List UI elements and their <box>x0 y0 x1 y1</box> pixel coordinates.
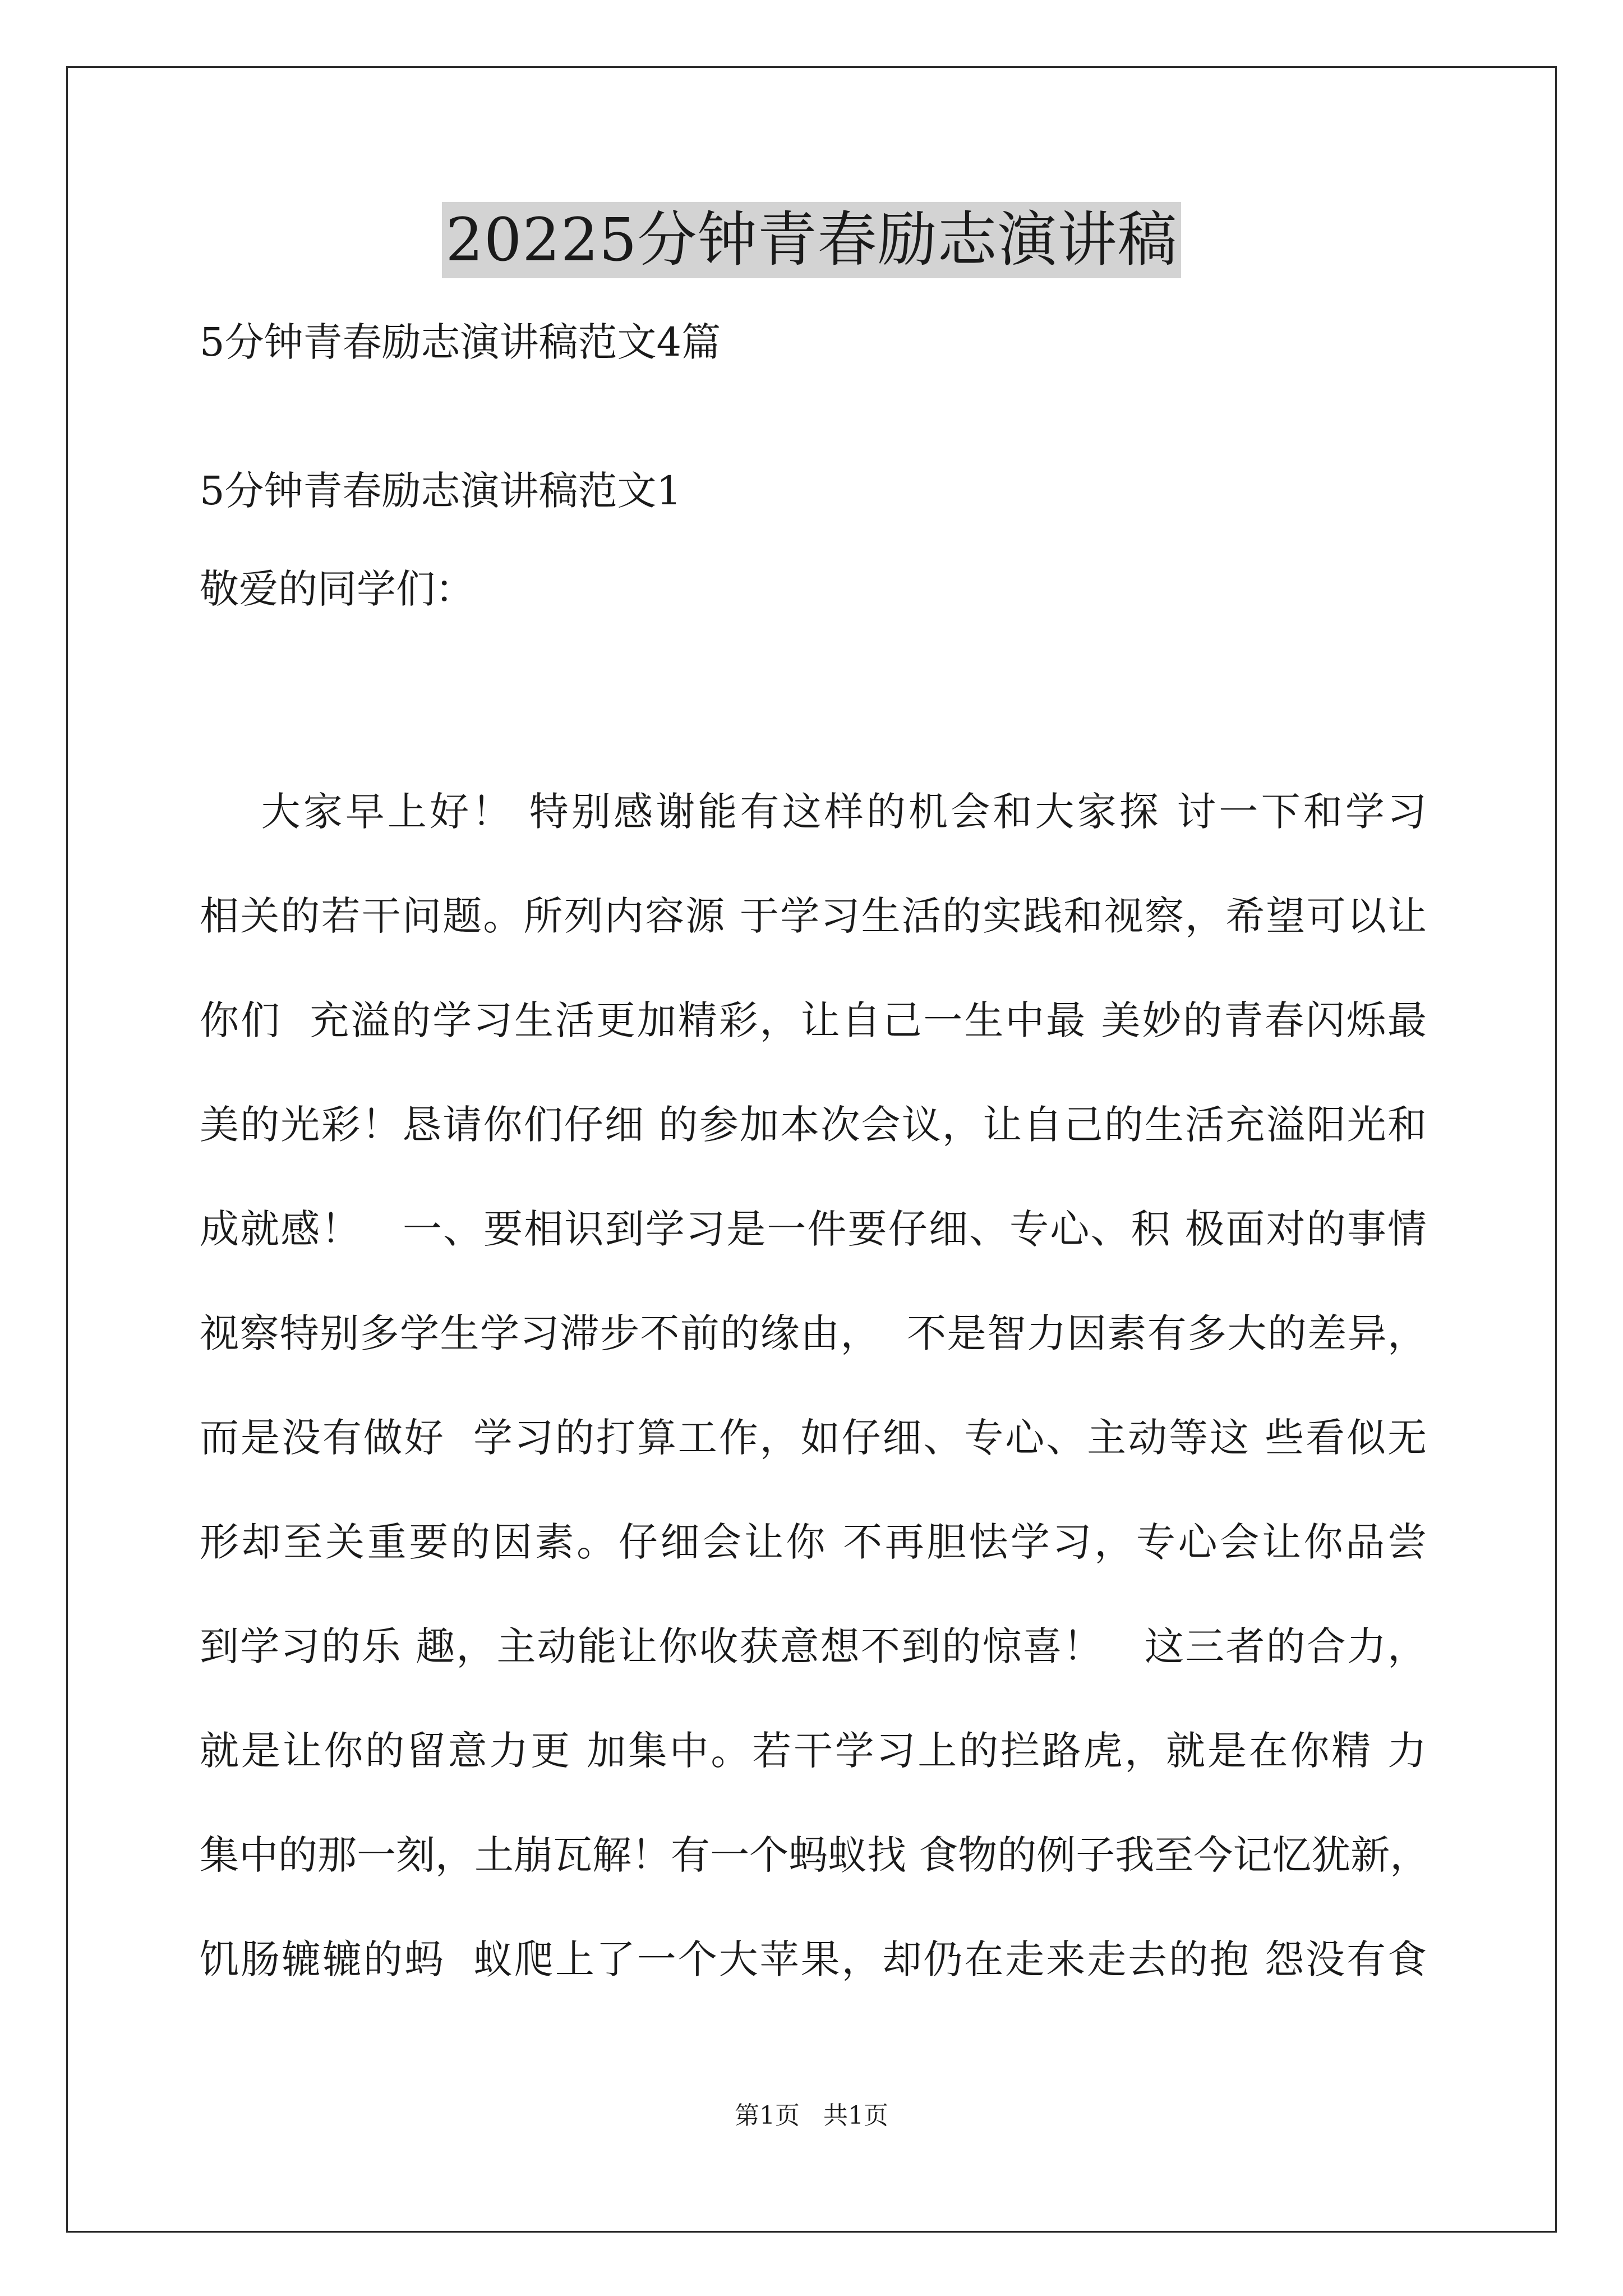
body-line: 而是没有做好 学习的打算工作，如仔细、专心、主动等这 些看似无 <box>200 1415 1427 1461</box>
body-line: 大家早上好！ 特别感谢能有这样的机会和大家探 讨一下和学习 <box>200 789 1427 835</box>
body-line: 相关的若干问题。所列内容源 于学习生活的实践和视察，希望可以让 <box>200 893 1427 939</box>
title-container <box>0 202 1623 278</box>
body-line: 饥肠辘辘的蚂 蚁爬上了一个大苹果，却仍在走来走去的抱 怨没有食 <box>200 1936 1427 1982</box>
body-line: 成就感！ 一、要相识到学习是一件要仔细、专心、积 极面对的事情 <box>200 1206 1427 1252</box>
greeting-line: 敬爱的同学们： <box>200 566 474 612</box>
body-line: 就是让你的留意力更 加集中。若干学习上的拦路虎，就是在你精 力 <box>200 1728 1427 1774</box>
body-line: 美的光彩！恳请你们仔细 的参加本次会议，让自己的生活充溢阳光和 <box>200 1102 1427 1148</box>
body-line: 视察特别多学生学习滞步不前的缘由， 不是智力因素有多大的差异， <box>200 1310 1427 1356</box>
document-title: 20225分钟青春励志演讲稿 <box>442 202 1181 278</box>
subtitle-line-2: 5分钟青春励志演讲稿范文1 <box>200 468 682 514</box>
body-line: 集中的那一刻，土崩瓦解！有一个蚂蚁找 食物的例子我至今记忆犹新， <box>200 1832 1430 1878</box>
body-line: 形却至关重要的因素。仔细会让你 不再胆怯学习，专心会让你品尝 <box>200 1519 1427 1565</box>
page-footer: 第1页 共1页 <box>735 2101 888 2130</box>
body-line: 你们 充溢的学习生活更加精彩，让自己一生中最 美妙的青春闪烁最 <box>200 997 1427 1043</box>
body-line: 到学习的乐 趣，主动能让你收获意想不到的惊喜！ 这三者的合力， <box>200 1623 1427 1669</box>
subtitle-line-1: 5分钟青春励志演讲稿范文4篇 <box>200 319 721 365</box>
